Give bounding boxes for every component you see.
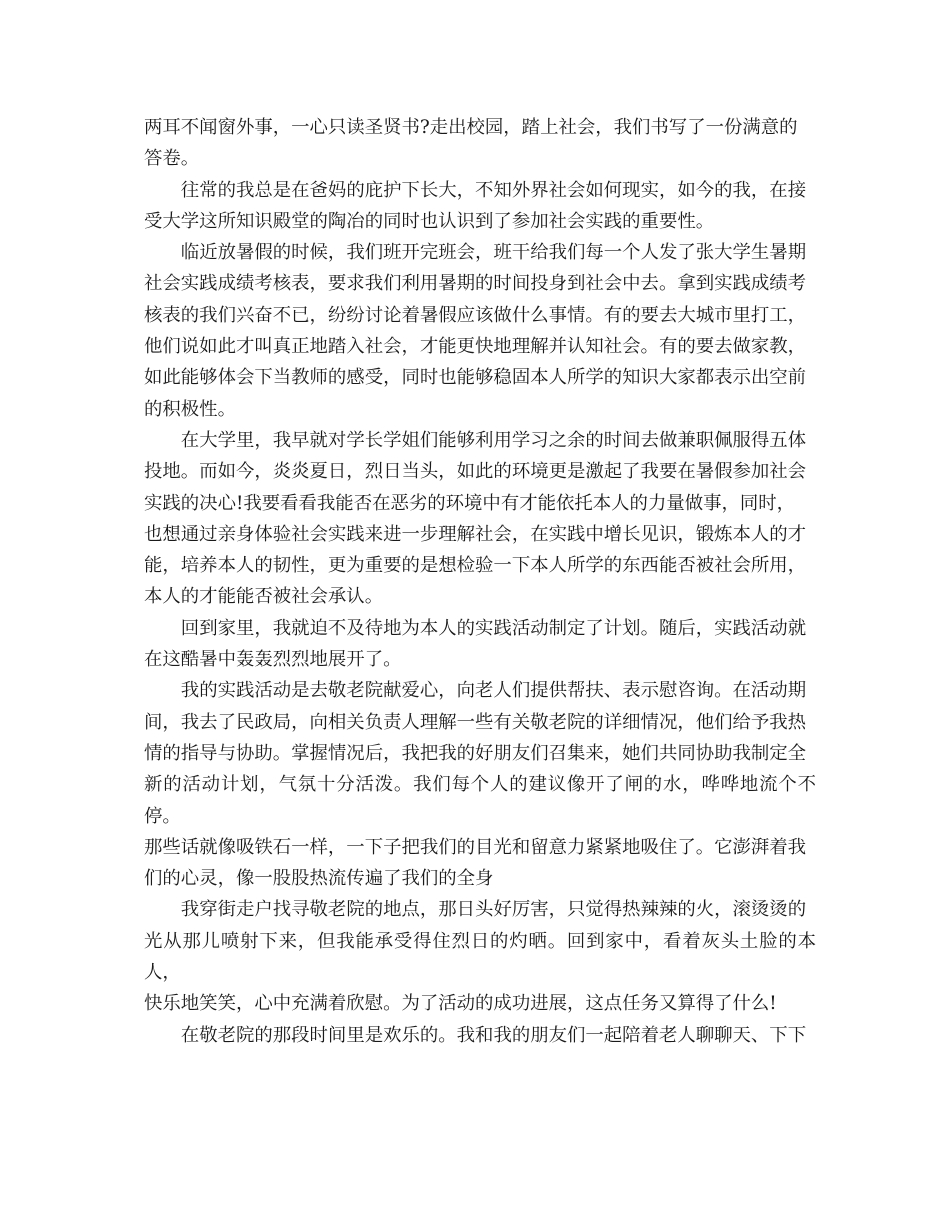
paragraph-6: 我的实践活动是去敬老院献爱心，向老人们提供帮扶、表示慰咨询。在活动期 间，我去了民政局，向相关负责人理解一些有关敬老院的详细情况，他们给予我热 情的指导与协助。掌握情况后，我把我的好朋友们召集来，她们共同协助我制定全 新的活动计划，气氛十分活泼。我们每个人的建议像开了闸的水，哗哗地流个不停。 那些话就像吸铁石一样，一下子把我们的目光和留意力紧紧地吸住了。它澎湃着我 们的心灵，像一股股热流传遍了我们的全身 <box>144 680 816 890</box>
paragraph-3: 临近放暑假的时候，我们班开完班会，班干给我们每一个人发了张大学生暑期 社会实践成绩考核表，要求我们利用暑期的时间投身到社会中去。拿到实践成绩考 核表的我们兴奋不已，纷纷讨论着暑假应该做什么事情。有的要去大城市里打工， 他们说如此才叫真正地踏入社会，才能更快地理解并认知社会。有的要去做家教， 如此能够体会下当教师的感受，同时也能够稳固本人所学的知识大家都表示出空前 的积极性。 <box>144 242 807 420</box>
paragraph-7: 我穿街走户找寻敬老院的地点，那日头好厉害，只觉得热辣辣的火，滚烫烫的 光从那儿喷射下来，但我能承受得住烈日的灼晒。回到家中，看着灰头土脸的本人， 快乐地笑笑，心中充满着欣慰。为了活动的成功进展，这点任务又算得了什么! <box>144 899 816 1015</box>
paragraph-4: 在大学里，我早就对学长学姐们能够利用学习之余的时间去做兼职佩服得五体 投地。而如今，炎炎夏日，烈日当头，如此的环境更是激起了我要在暑假参加社会 实践的决心!我要看看我能否在恶劣的环境中有才能依托本人的力量做事，同时， 也想通过亲身体验社会实践来进一步理解社会，在实践中增长见识，锻炼本人的才 能，培养本人的韧性，更为重要的是想检验一下本人所学的东西能否被社会所用， 本人的才能能否被社会承认。 <box>144 429 807 608</box>
document-body <box>144 112 816 1051</box>
paragraph-8: 在敬老院的那段时间里是欢乐的。我和我的朋友们一起陪着老人聊聊天、下下 <box>180 1024 807 1046</box>
paragraph-5: 回到家里，我就迫不及待地为本人的实践活动制定了计划。随后，实践活动就 在这酷暑中轰轰烈烈地展开了。 <box>144 617 807 671</box>
paragraph-continuation: 两耳不闻窗外事，一心只读圣贤书?走出校园，踏上社会，我们书写了一份满意的 答卷。 <box>144 117 798 170</box>
paragraph-2: 往常的我总是在爸妈的庇护下长大，不知外界社会如何现实，如今的我，在接 受大学这所知识殿堂的陶冶的同时也认识到了参加社会实践的重要性。 <box>144 179 807 232</box>
